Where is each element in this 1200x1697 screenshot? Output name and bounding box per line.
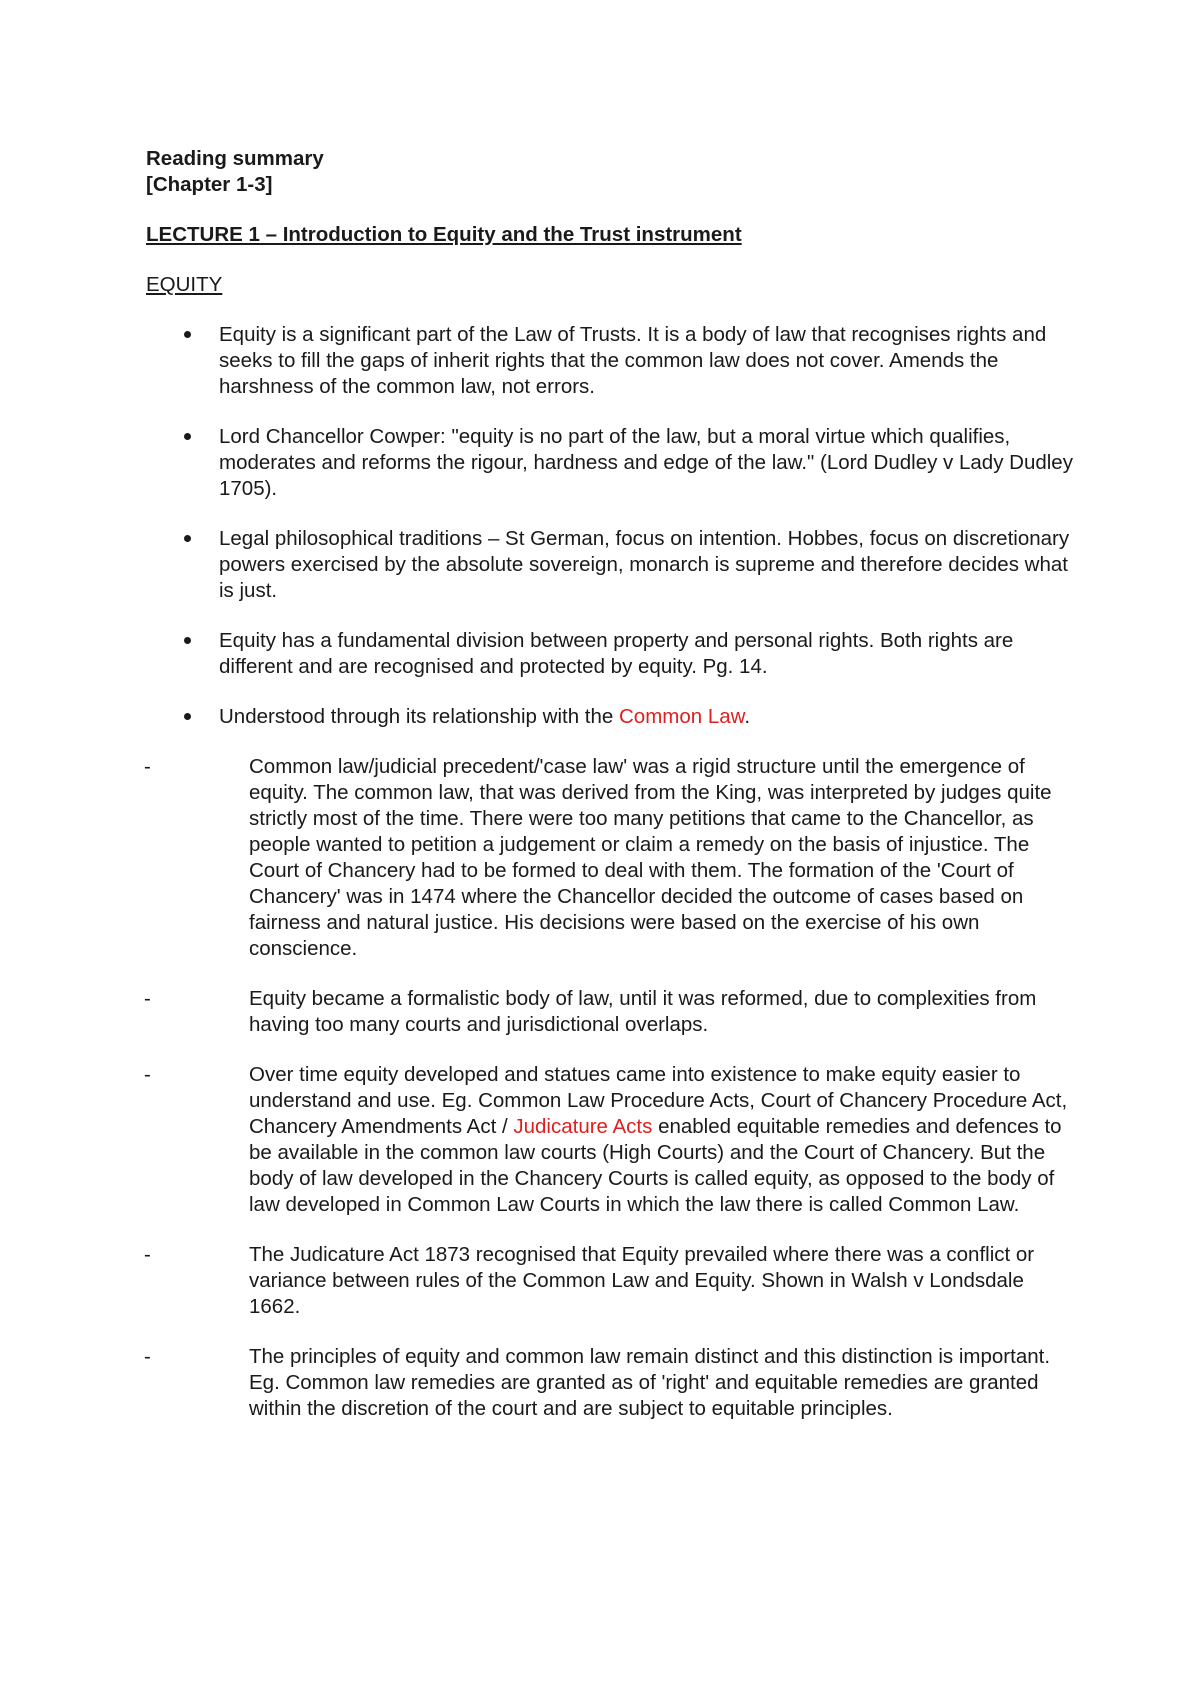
dash-item xyxy=(146,754,1076,962)
dash-item xyxy=(146,986,1076,1038)
dash-text: Equity became a formalistic body of law, until it was reformed, due to complexities from having too many courts and jurisdictional overlaps. xyxy=(249,987,1037,1036)
dash-list xyxy=(146,754,1076,1422)
bullet-item xyxy=(146,628,1076,680)
bullet-text: Legal philosophical traditions – St German, focus on intention. Hobbes, focus on discretionary powers exercised by the absolute sovereign, monarch is supreme and therefore decides what is just. xyxy=(219,527,1070,602)
bullet-text: Equity is a significant part of the Law of Trusts. It is a body of law that recognises rights and seeks to fill the gaps of inherit rights that the common law does not cover. Amends the harshness of the common law, not errors. xyxy=(219,323,1047,398)
dash-marker: - xyxy=(144,1243,151,1266)
dash-item xyxy=(146,1242,1076,1320)
dash-marker: - xyxy=(144,755,151,778)
dash-marker: - xyxy=(144,1063,151,1086)
bullet-icon xyxy=(184,637,191,644)
bullet-text: Equity has a fundamental division between property and personal rights. Both rights are different and are recognised and protected by equity. Pg. 14. xyxy=(219,629,1014,678)
judicature-acts-highlight: Judicature Acts xyxy=(513,1115,653,1138)
dash-item xyxy=(146,1344,1076,1422)
dash-text-after: enabled equitable remedies and defences to be available in the common law courts (High Courts) and the Court of Chancery. But the body of law developed in the Chancery Courts is called equity, as opposed to the body of law developed in Common Law Courts in which the law there is called Common Law. xyxy=(249,1115,1062,1216)
bullet-list xyxy=(146,322,1076,730)
bullet-item xyxy=(146,322,1076,400)
bullet-text-after: . xyxy=(744,705,751,728)
dash-item xyxy=(146,1062,1076,1218)
bullet-icon xyxy=(184,535,191,542)
dash-marker: - xyxy=(144,987,151,1010)
bullet-text: Lord Chancellor Cowper: "equity is no part of the law, but a moral virtue which qualifies, moderates and reforms the rigour, hardness and edge of the law." (Lord Dudley v Lady Dudley 1705). xyxy=(219,425,1073,500)
bullet-icon xyxy=(184,331,191,338)
bullet-icon xyxy=(184,433,191,440)
bullet-item xyxy=(146,526,1076,604)
lecture-heading: LECTURE 1 – Introduction to Equity and the Trust instrument xyxy=(146,223,742,246)
section-heading: EQUITY xyxy=(146,273,223,296)
bullet-icon xyxy=(184,713,191,720)
dash-text: The Judicature Act 1873 recognised that Equity prevailed where there was a conflict or variance between rules of the Common Law and Equity. Shown in Walsh v Londsdale 1662. xyxy=(249,1243,1035,1318)
bullet-item xyxy=(146,424,1076,502)
dash-marker: - xyxy=(144,1345,151,1368)
dash-text-before: Over time equity developed and statues came into existence to make equity easier to understand and use. Eg. Common Law Procedure Acts, Court of Chancery Procedure Act, Chancery Amendments Act / xyxy=(249,1063,1068,1138)
document-subtitle: [Chapter 1-3] xyxy=(146,173,273,196)
bullet-item xyxy=(146,704,1076,730)
common-law-highlight: Common Law xyxy=(618,705,745,728)
bullet-text-before: Understood through its relationship with the xyxy=(219,705,619,728)
dash-text: The principles of equity and common law remain distinct and this distinction is important. Eg. Common law remedies are granted as of 'right' and equitable remedies are granted within the discretion of the court and are subject to equitable principles. xyxy=(249,1345,1051,1420)
document-title: Reading summary xyxy=(146,147,324,170)
dash-text: Common law/judicial precedent/'case law' was a rigid structure until the emergence of equity. The common law, that was derived from the King, was interpreted by judges quite strictly most of the time. There were too many petitions that came to the Chancellor, as people wanted to petition a judgement or claim a remedy on the basis of injustice. The Court of Chancery had to be formed to deal with them. The formation of the 'Court of Chancery' was in 1474 where the Chancellor decided the outcome of cases based on fairness and natural justice. His decisions were based on the exercise of his own conscience. xyxy=(249,755,1052,960)
document-body xyxy=(146,146,1076,1446)
